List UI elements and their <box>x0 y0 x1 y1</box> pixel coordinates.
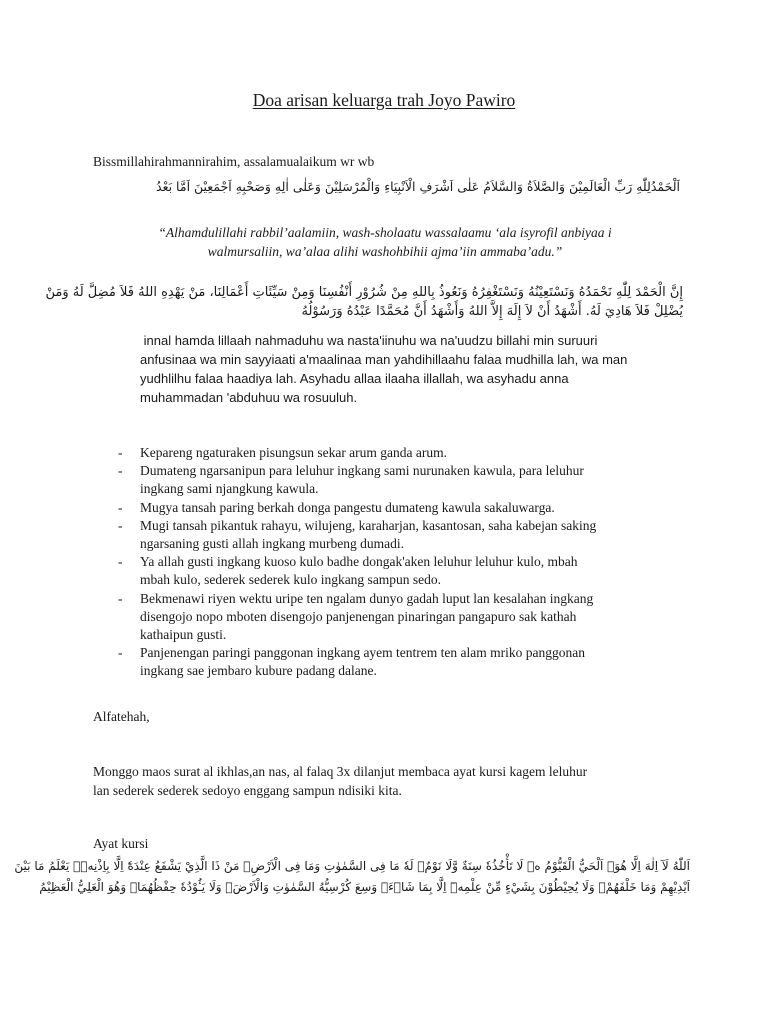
list-item <box>118 553 678 589</box>
transliteration-line: muhammadan 'abduhuu wa rosuuluh. <box>140 390 358 405</box>
ayat-kursi-line: اَللّٰهُ لَآ اِلٰهَ اِلَّا هُوَۚ اَلْحَيُّ الْقَيُّوْمُ ەۚ لَا تَأْخُذُهٗ سِنَةٌ وَّلَا نَوْمٌۗ لَهٗ مَا فِى السَّمٰوٰتِ وَمَا فِى الْاَرْضِۗ مَنْ ذَا الَّذِيْ يَشْفَعُ عِنْدَهٗٓ اِلَّا بِاِذْنِهٖۗ يَعْلَمُ مَا بَيْنَ <box>14 859 690 873</box>
arabic-khutbah-line: إِنَّ الْحَمْدَ لِلّٰهِ نَحْمَدُهُ وَنَسْتَعِيْنُهُ وَنَسْتَغْفِرُهُ وَنَعُوذُ بِاللهِ مِنْ شُرُوْرِ أَنْفُسِنَا وَمِنْ سَيِّئَاتِ أَعْمَالِنَا، مَنْ يَهْدِهِ اللهُ فَلاَ مُضِلَّ لَهُ وَمَنْ <box>45 285 683 300</box>
list-dash: - <box>118 499 123 515</box>
list-item-line: Ya allah gusti ingkang kuoso kulo badhe dongak'aken leluhur leluhur kulo, mbah <box>140 554 578 570</box>
list-item-line: ngarsaning gusti allah ingkang murbeng dumadi. <box>140 536 404 552</box>
transliteration-block <box>140 331 680 407</box>
opening-quote-line: “Alhamdulillahi rabbil’aalamiin, wash-sholaatu wassalaamu ‘ala isyrofil anbiyaa i <box>158 225 612 240</box>
list-item <box>118 517 678 553</box>
list-item-line: Mugi tansah pikantuk rahayu, wilujeng, karaharjan, kasantosan, saha kabejan saking <box>140 517 597 533</box>
list-item-line: ingkang sae jembaro kubure padang dalane. <box>140 663 377 679</box>
closing-line: Monggo maos surat al ikhlas,an nas, al falaq 3x dilanjut membaca ayat kursi kagem leluhur <box>93 764 588 779</box>
ayat-kursi-label: Ayat kursi <box>93 836 149 851</box>
closing-line: lan sederek sederek sedoyo enggang sampun ndisiki kita. <box>93 783 402 798</box>
transliteration-line: yudhlilhu falaa haadiya lah. Asyhadu allaa ilaaha illallah, wa asyhadu anna <box>140 371 569 386</box>
list-dash: - <box>118 554 123 570</box>
transliteration-line: anfusinaa wa min sayyiaati a'maalinaa man yahdihillaahu falaa mudhilla lah, wa man <box>140 352 628 367</box>
list-item-line: Dumateng ngarsanipun para leluhur ingkang sami nurunaken kawula, para leluhur <box>140 463 584 479</box>
greeting-text: Bissmillahirahmannirahim, assalamualaikum wr wb <box>93 154 375 169</box>
document-title: Doa arisan keluarga trah Joyo Pawiro <box>252 90 516 110</box>
list-item-line: Mugya tansah paring berkah donga pangestu dumateng kawula sakaluwarga. <box>140 499 555 515</box>
list-item <box>118 444 678 462</box>
list-dash: - <box>118 590 123 606</box>
list-item <box>118 590 678 645</box>
list-item-line: mbah kulo, sederek sederek kulo ingkang sampun sedo. <box>140 572 442 588</box>
opening-quote-line: walmursaliin, wa’alaa alihi washohbihii ajma’iin ammaba’adu.” <box>207 244 563 259</box>
list-dash: - <box>118 445 123 460</box>
list-dash: - <box>118 645 123 661</box>
arabic-opening-text: اَلْحَمْدُلِلّٰهِ رَبِّ الْعَالَمِيْنَ وَالصَّلاَةُ وَالسَّلاَمُ عَلٰى اَشْرَفِ الْاَنْبِيَاءِ وَالْمُرْسَلِيْنَ وَعَلٰى اٰلِهِ وَصَحْبِهِ اَجْمَعِيْنَ اَمَّا بَعْدُ <box>156 179 680 194</box>
list-dash: - <box>118 463 123 479</box>
list-item-line: ingkang sami njangkung kawula. <box>140 481 319 497</box>
list-item-line: disengojo nopo mboten disengojo panjenengan pinaringan pangapuro sak kathah <box>140 608 577 624</box>
list-item-line: kathaipun gusti. <box>140 627 227 643</box>
list-dash: - <box>118 517 123 533</box>
list-item-line: Bekmenawi riyen wektu uripe ten ngalam dunyo gadah luput lan kesalahan ingkang <box>140 590 594 606</box>
list-item-line: Panjenengan paringi panggonan ingkang ayem tentrem ten alam mriko panggonan <box>140 645 585 661</box>
list-item <box>118 644 678 680</box>
list-item <box>118 499 678 517</box>
list-item <box>118 462 678 498</box>
opening-quote <box>90 223 680 261</box>
transliteration-line: innal hamda lillaah nahmaduhu wa nasta'iinuhu wa na'uudzu billahi min suruuri <box>140 333 598 348</box>
arabic-khutbah-line: يُضْلِلْ فَلاَ هَادِيَ لَهُ. أَشْهَدُ أَنْ لاَ إِلَهَ إِلاَّ اللهُ وَأَشْهَدُ أَنَّ مُحَمَّدًا عَبْدُهُ وَرَسُوْلُهُ <box>301 304 683 319</box>
alfatehah-text: Alfatehah, <box>93 709 150 724</box>
prayer-list <box>118 444 678 681</box>
list-item-line: Kepareng ngaturaken pisungsun sekar arum ganda arum. <box>140 445 448 460</box>
ayat-kursi-line: اَيْدِيْهِمْ وَمَا خَلْفَهُمْۚ وَلَا يُحِيْطُوْنَ بِشَيْءٍ مِّنْ عِلْمِهٖٓ اِلَّا بِمَا شَاۤءَۚ وَسِعَ كُرْسِيُّهُ السَّمٰوٰتِ وَالْاَرْضَۚ وَلَا يَـُٔوْدُهٗ حِفْظُهُمَاۚ وَهُوَ الْعَلِيُّ الْعَظِيْمُ <box>39 880 690 894</box>
